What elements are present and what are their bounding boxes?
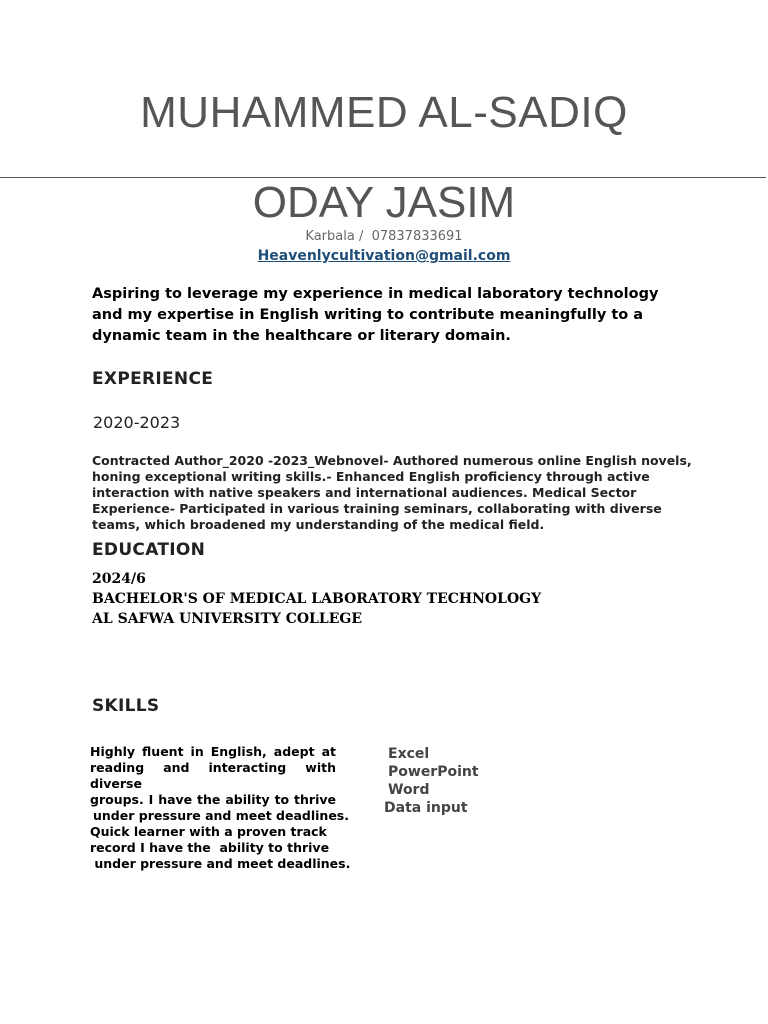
skills-line: groups. I have the ability to thrive <box>90 792 336 807</box>
skills-heading: SKILLS <box>92 696 160 716</box>
skill-item: Data input <box>384 800 468 816</box>
experience-description: Contracted Author_2020 -2023_Webnovel- Authored numerous online English novels, honing exceptional writing skills.- Enhanced English proficiency through active interaction with native speakers and international audiences. Medical Sector Experience- Participated in various training seminars, collaborating with diverse teams, which broadened my understanding of the medical field. <box>92 453 692 532</box>
location-text: Karbala / <box>305 229 364 244</box>
skill-item: Excel <box>388 746 430 762</box>
skills-list <box>384 745 479 817</box>
contact-line <box>0 229 768 244</box>
experience-heading: EXPERIENCE <box>92 369 214 389</box>
email-link[interactable]: Heavenlycultivation@gmail.com <box>257 248 511 264</box>
skills-line: under pressure and meet deadlines. <box>90 856 351 871</box>
skills-line: record I have the ability to thrive <box>90 840 330 855</box>
education-college: AL SAFWA UNIVERSITY COLLEGE <box>92 611 363 627</box>
skills-line: reading and interacting with diverse <box>90 760 336 791</box>
skill-item: PowerPoint <box>388 764 479 780</box>
education-heading: EDUCATION <box>92 540 206 560</box>
education-date: 2024/6 <box>92 571 146 587</box>
name-heading: MUHAMMED AL-SADIQ <box>140 88 628 137</box>
experience-years: 2020-2023 <box>93 413 181 432</box>
skill-item: Word <box>388 782 430 798</box>
skills-description <box>90 744 351 872</box>
phone-text: 07837833691 <box>371 229 463 244</box>
skills-line: under pressure and meet deadlines. <box>93 808 349 823</box>
education-degree: BACHELOR'S OF MEDICAL LABORATORY TECHNOLOGY <box>92 591 542 607</box>
name-subheading: ODAY JASIM <box>252 178 516 227</box>
skills-line: Highly fluent in English, adept at <box>90 744 336 759</box>
skills-line: Quick learner with a proven track <box>90 824 327 839</box>
summary-paragraph: Aspiring to leverage my experience in medical laboratory technology and my expertise in English writing to contribute meaningfully to a dynamic team in the healthcare or literary domain. <box>92 286 659 344</box>
